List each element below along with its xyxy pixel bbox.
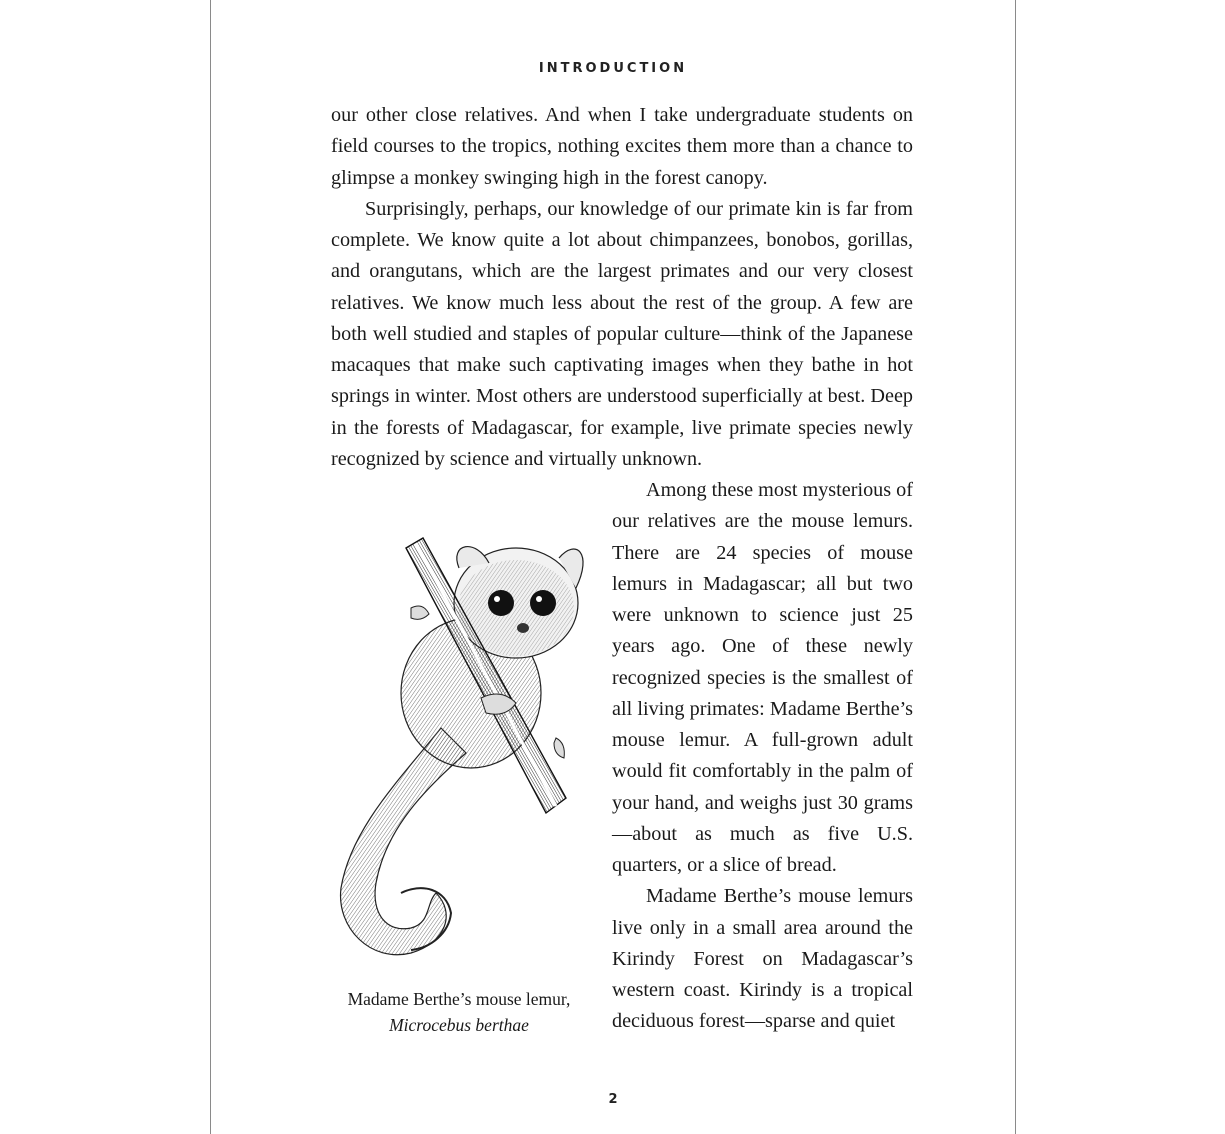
book-page [210,0,1016,1134]
mouse-lemur-illustration [331,528,589,973]
body-text-full-width [331,100,913,475]
page-number: 2 [608,1092,618,1107]
paragraph: Madame Berthe’s mouse lemurs live only in a small area around the Kirindy Forest on Madagascar’s western coast. Kirindy is a tropical deciduous forest—sparse and quiet [612,885,913,1033]
figure-caption [323,986,595,1038]
paragraph: Among these most mysterious of our relatives are the mouse lemurs. There are 24 species of mouse lemurs in Madagascar; all but two were unknown to science just 25 years ago. One of these newly recognized species is the smallest of all living primates: Madame Berthe’s mouse lemur. A full-grown adult would fit comfortably in the palm of your hand, and weighs just 30 grams—about as much as five U.S. quarters, or a slice of bread. [612,479,913,876]
running-head: INTRODUCTION [538,61,688,76]
caption-scientific-name: Microcebus berthae [389,1015,529,1035]
paragraph: Surprisingly, perhaps, our knowledge of our primate kin is far from complete. We know quite a lot about chimpanzees, bonobos, gorillas, and orangutans, which are the largest primates and our very closest relatives. We know much less about the rest of the group. A few are both well studied and staples of popular culture—think of the Japanese macaques that make such captivating images when they bathe in hot springs in winter. Most others are understood superficially at best. Deep in the forests of Madagascar, for example, live primate species newly recognized by science and virtually unknown. [331,197,913,470]
paragraph: our other close relatives. And when I take undergraduate students on field courses to the tropics, nothing excites them more than a chance to glimpse a monkey swinging high in the forest canopy. [331,104,913,189]
caption-common-name: Madame Berthe’s mouse lemur, [347,989,571,1009]
body-text-wrapped-column [612,475,913,1038]
mouse-lemur-icon [331,528,589,973]
